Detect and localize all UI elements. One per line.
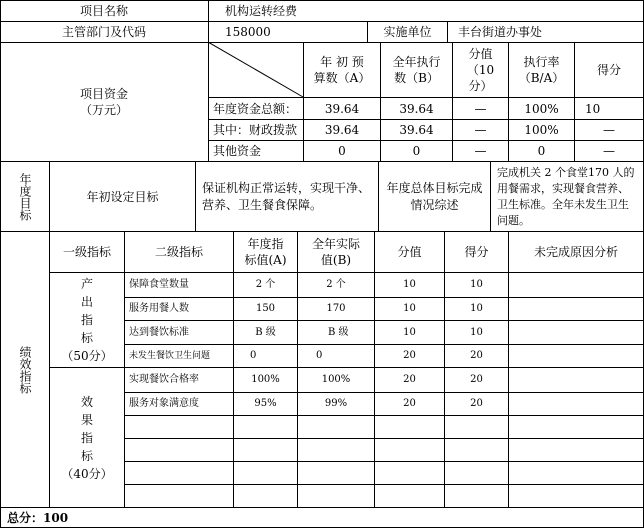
indicator-actual: 2 个 (326, 279, 346, 290)
diagonal-divider (208, 42, 304, 98)
indicator-actual: 100% (321, 374, 351, 385)
funds-row-budget: 39.64 (324, 123, 360, 137)
indicator-actual: 170 (326, 303, 346, 314)
rule (508, 231, 509, 507)
funds-row-score: — (603, 123, 615, 137)
indicator-score: 20 (470, 398, 483, 409)
funds-row-score: 10 (585, 101, 601, 116)
funds-row-rate: 100% (524, 101, 559, 116)
rule (0, 527, 644, 528)
rule (124, 415, 644, 416)
indicator-score: 10 (470, 303, 483, 314)
funds-row-budget: 39.64 (324, 101, 360, 116)
funds-row-rate: 100% (524, 123, 559, 137)
col-budget: 年 初 预 算数（A） (313, 55, 371, 85)
header-level1: 一级指标 (62, 245, 111, 259)
rule (124, 461, 644, 462)
funds-row-rate: 0 (537, 144, 546, 158)
indicator-name: 保障食堂数量 (129, 279, 189, 290)
indicator-score: 20 (470, 350, 483, 361)
funds-row-score: — (603, 144, 615, 158)
goals-actual-text: 完成机关 2 个食堂170 人的用餐需求，实现餐食营养、卫生标准。全年未发生卫生问题。 (497, 165, 635, 227)
col-score: 得分 (596, 63, 621, 77)
indicator-value: 10 (403, 303, 416, 314)
indicator-name: 服务对象满意度 (129, 398, 199, 409)
indicator-target: 100% (251, 374, 280, 385)
rule (124, 438, 644, 439)
header-target: 年度指 标值(A) (244, 237, 287, 267)
indicator-value: 10 (403, 326, 416, 338)
funds-label: 项目资金 （万元） (79, 87, 128, 117)
indicator-actual: 99% (324, 398, 348, 409)
col-rate: 执行率 （B/A） (518, 55, 565, 85)
indicator-name: 实现餐饮合格率 (129, 374, 199, 385)
indicator-score: 10 (470, 326, 483, 338)
col-exec: 全年执行 数（B） (392, 55, 441, 85)
impl-label: 实施单位 (383, 25, 432, 39)
indicator-actual: B 级 (328, 326, 349, 338)
funds-row-value: — (474, 123, 487, 137)
indicator-value: 20 (403, 398, 416, 409)
indicator-target: B 级 (255, 326, 276, 338)
group-label-effect: 效 果 指 标 （40分） (61, 394, 113, 481)
funds-row-label: 年度资金总额： (213, 101, 298, 116)
funds-row-label: 其他资金 (213, 144, 262, 158)
indicator-score: 10 (470, 279, 483, 290)
impl-unit: 丰台街道办事处 (458, 25, 543, 39)
col-score-value: 分值 （10 分） (466, 47, 495, 93)
indicator-target: 0 (250, 350, 257, 361)
indicator-name: 未发生餐饮卫生问题 (129, 351, 211, 361)
funds-row-value: — (474, 101, 487, 116)
indicator-target: 2 个 (255, 279, 276, 290)
indicator-value: 20 (403, 374, 416, 385)
performance-section-label: 绩效指标 (18, 345, 32, 394)
funds-row-exec: 0 (412, 144, 421, 158)
funds-row-exec: 39.64 (399, 101, 434, 116)
header-reason: 未完成原因分析 (533, 245, 618, 259)
indicator-value: 20 (403, 350, 416, 361)
header-score: 得分 (464, 245, 489, 259)
total-score: 总分：100 (7, 510, 69, 525)
goals-section-label: 年度目标 (18, 172, 32, 221)
indicator-name: 达到餐饮标准 (129, 326, 189, 338)
goals-plan-text: 保证机构正常运转，实现干净、营养、卫生餐食保障。 (202, 180, 371, 212)
header-level2: 二级指标 (154, 245, 203, 259)
project-name-label: 项目名称 (79, 4, 128, 18)
funds-row-label: 其中：财政拨款 (213, 123, 298, 137)
indicator-score: 20 (470, 374, 483, 385)
funds-row-exec: 39.64 (399, 123, 434, 137)
goals-plan-label: 年初设定目标 (86, 189, 159, 204)
dept-code: 158000 (225, 25, 271, 39)
goals-actual-label: 年度总体目标完成情况综述 (386, 180, 483, 212)
header-actual: 全年实际 值(B) (311, 237, 360, 267)
project-name: 机构运转经费 (225, 4, 298, 18)
indicator-target: 150 (255, 303, 276, 314)
indicator-value: 10 (403, 279, 416, 290)
indicator-actual: 0 (316, 350, 323, 361)
dept-label: 主管部门及代码 (61, 25, 146, 39)
group-label-output: 产 出 指 标 （50分） (61, 277, 113, 363)
funds-row-value: — (474, 144, 487, 158)
header-value: 分值 (397, 245, 422, 259)
indicator-name: 服务用餐人数 (129, 303, 189, 314)
funds-row-budget: 0 (338, 144, 346, 158)
rule (124, 484, 644, 485)
indicator-target: 95% (254, 398, 277, 409)
